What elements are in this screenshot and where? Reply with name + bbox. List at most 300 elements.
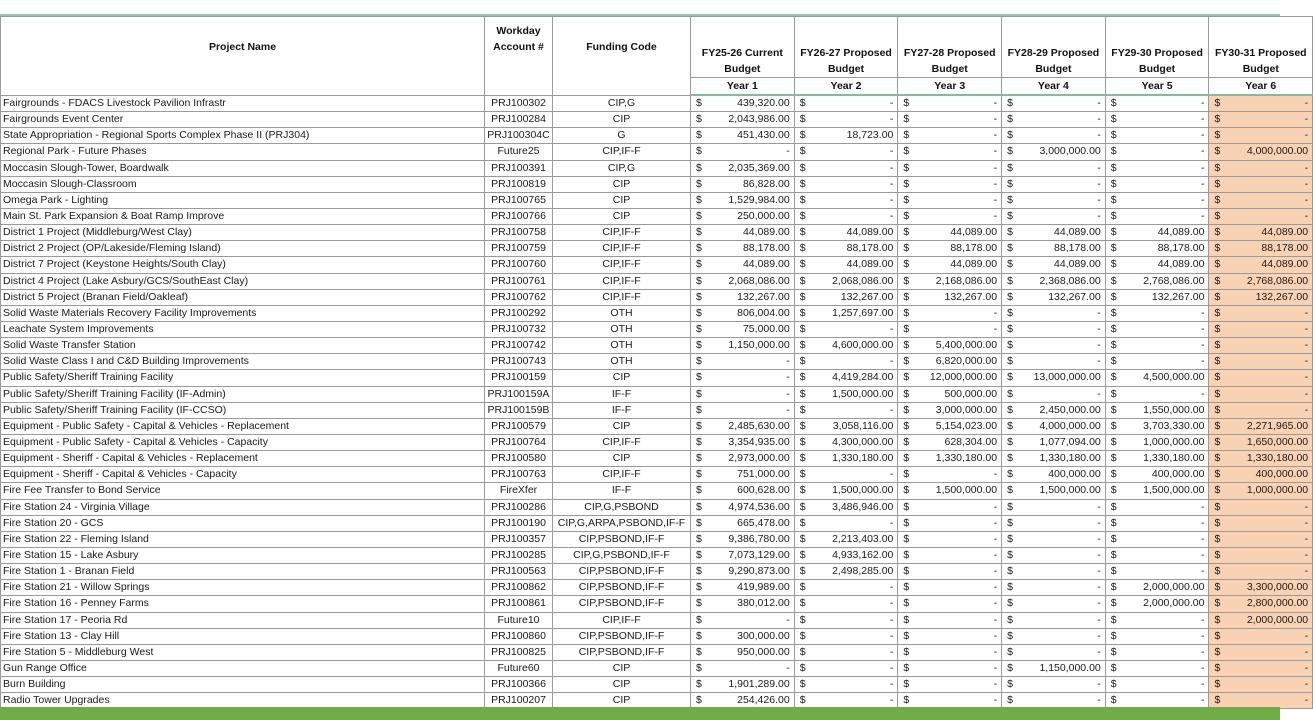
project-name-cell[interactable]: Fire Station 15 - Lake Asbury	[1, 547, 485, 563]
funding-code-cell[interactable]: CIP,PSBOND,IF-F	[553, 628, 691, 644]
budget-year-4-cell[interactable]	[1002, 273, 1106, 289]
budget-year-1-cell[interactable]	[691, 160, 795, 176]
budget-year-2-cell[interactable]	[794, 418, 898, 434]
budget-year-1-cell[interactable]	[691, 402, 795, 418]
project-name-cell[interactable]: Burn Building	[1, 677, 485, 693]
budget-year-4-cell[interactable]	[1002, 660, 1106, 676]
funding-code-cell[interactable]: CIP	[553, 370, 691, 386]
project-name-cell[interactable]: Leachate System Improvements	[1, 321, 485, 337]
funding-code-cell[interactable]: CIP	[553, 192, 691, 208]
project-name-cell[interactable]: Equipment - Sheriff - Capital & Vehicles - Capacity	[1, 467, 485, 483]
project-name-cell[interactable]: Equipment - Public Safety - Capital & Vehicles - Replacement	[1, 418, 485, 434]
budget-year-3-cell[interactable]	[898, 305, 1002, 321]
budget-year-2-cell[interactable]	[794, 160, 898, 176]
funding-code-cell[interactable]: OTH	[553, 338, 691, 354]
budget-year-3-cell[interactable]	[898, 273, 1002, 289]
funding-code-cell[interactable]: CIP	[553, 208, 691, 224]
budget-year-6-cell[interactable]	[1209, 160, 1313, 176]
budget-year-5-cell[interactable]	[1105, 305, 1209, 321]
budget-year-4-cell[interactable]	[1002, 160, 1106, 176]
budget-year-1-cell[interactable]	[691, 273, 795, 289]
budget-year-1-cell[interactable]	[691, 192, 795, 208]
project-name-cell[interactable]: Fire Station 24 - Virginia Village	[1, 499, 485, 515]
funding-code-cell[interactable]: CIP,IF-F	[553, 144, 691, 160]
budget-year-3-cell[interactable]	[898, 257, 1002, 273]
account-cell[interactable]: PRJ100758	[485, 225, 553, 241]
budget-year-4-cell[interactable]	[1002, 451, 1106, 467]
budget-year-1-cell[interactable]	[691, 338, 795, 354]
budget-year-4-cell[interactable]	[1002, 515, 1106, 531]
project-name-cell[interactable]: Fire Station 22 - Fleming Island	[1, 531, 485, 547]
budget-year-3-cell[interactable]	[898, 402, 1002, 418]
funding-code-cell[interactable]: CIP,PSBOND,IF-F	[553, 531, 691, 547]
budget-year-1-cell[interactable]	[691, 660, 795, 676]
funding-code-cell[interactable]: CIP,IF-F	[553, 273, 691, 289]
project-name-cell[interactable]: District 5 Project (Branan Field/Oakleaf)	[1, 289, 485, 305]
funding-code-cell[interactable]: CIP,PSBOND,IF-F	[553, 564, 691, 580]
budget-year-6-cell[interactable]	[1209, 451, 1313, 467]
budget-year-6-cell[interactable]	[1209, 241, 1313, 257]
budget-year-3-cell[interactable]	[898, 208, 1002, 224]
account-cell[interactable]: PRJ100207	[485, 693, 553, 709]
budget-year-2-cell[interactable]	[794, 434, 898, 450]
budget-year-1-cell[interactable]	[691, 386, 795, 402]
funding-code-cell[interactable]: CIP	[553, 176, 691, 192]
budget-year-2-cell[interactable]	[794, 677, 898, 693]
budget-year-5-cell[interactable]	[1105, 451, 1209, 467]
project-name-cell[interactable]: Fire Station 21 - Willow Springs	[1, 580, 485, 596]
budget-year-2-cell[interactable]	[794, 112, 898, 128]
budget-year-4-cell[interactable]	[1002, 112, 1106, 128]
budget-year-1-cell[interactable]	[691, 305, 795, 321]
account-cell[interactable]: Future10	[485, 612, 553, 628]
account-cell[interactable]: PRJ100743	[485, 354, 553, 370]
account-cell[interactable]: PRJ100159	[485, 370, 553, 386]
budget-year-2-cell[interactable]	[794, 628, 898, 644]
budget-year-1-cell[interactable]	[691, 434, 795, 450]
project-name-cell[interactable]: Fairgrounds Event Center	[1, 112, 485, 128]
budget-year-4-cell[interactable]	[1002, 644, 1106, 660]
budget-year-6-cell[interactable]	[1209, 354, 1313, 370]
budget-year-6-cell[interactable]	[1209, 499, 1313, 515]
budget-year-2-cell[interactable]	[794, 225, 898, 241]
budget-year-2-cell[interactable]	[794, 257, 898, 273]
budget-year-2-cell[interactable]	[794, 176, 898, 192]
project-name-cell[interactable]: Gun Range Office	[1, 660, 485, 676]
budget-year-6-cell[interactable]	[1209, 418, 1313, 434]
account-cell[interactable]: PRJ100391	[485, 160, 553, 176]
budget-year-6-cell[interactable]	[1209, 176, 1313, 192]
account-cell[interactable]: PRJ100765	[485, 192, 553, 208]
budget-year-5-cell[interactable]	[1105, 128, 1209, 144]
budget-year-5-cell[interactable]	[1105, 499, 1209, 515]
budget-year-6-cell[interactable]	[1209, 257, 1313, 273]
budget-year-6-cell[interactable]	[1209, 208, 1313, 224]
budget-year-4-cell[interactable]	[1002, 354, 1106, 370]
funding-code-cell[interactable]: CIP,G,ARPA,PSBOND,IF-F	[553, 515, 691, 531]
budget-year-5-cell[interactable]	[1105, 192, 1209, 208]
budget-year-5-cell[interactable]	[1105, 580, 1209, 596]
budget-year-3-cell[interactable]	[898, 547, 1002, 563]
budget-year-3-cell[interactable]	[898, 370, 1002, 386]
budget-year-1-cell[interactable]	[691, 418, 795, 434]
budget-year-5-cell[interactable]	[1105, 596, 1209, 612]
budget-year-2-cell[interactable]	[794, 95, 898, 112]
budget-year-6-cell[interactable]	[1209, 128, 1313, 144]
budget-year-5-cell[interactable]	[1105, 144, 1209, 160]
account-cell[interactable]: PRJ100860	[485, 628, 553, 644]
funding-code-cell[interactable]: CIP,IF-F	[553, 467, 691, 483]
account-cell[interactable]: PRJ100861	[485, 596, 553, 612]
budget-year-5-cell[interactable]	[1105, 241, 1209, 257]
budget-year-1-cell[interactable]	[691, 225, 795, 241]
account-cell[interactable]: PRJ100366	[485, 677, 553, 693]
budget-year-4-cell[interactable]	[1002, 547, 1106, 563]
budget-year-1-cell[interactable]	[691, 499, 795, 515]
budget-year-5-cell[interactable]	[1105, 208, 1209, 224]
budget-year-1-cell[interactable]	[691, 644, 795, 660]
budget-year-6-cell[interactable]	[1209, 192, 1313, 208]
funding-code-cell[interactable]: IF-F	[553, 386, 691, 402]
budget-year-1-cell[interactable]	[691, 370, 795, 386]
project-name-cell[interactable]: Fairgrounds - FDACS Livestock Pavilion Infrastr	[1, 95, 485, 112]
budget-year-1-cell[interactable]	[691, 628, 795, 644]
budget-year-3-cell[interactable]	[898, 515, 1002, 531]
budget-year-4-cell[interactable]	[1002, 338, 1106, 354]
budget-year-4-cell[interactable]	[1002, 192, 1106, 208]
budget-year-5-cell[interactable]	[1105, 289, 1209, 305]
budget-year-5-cell[interactable]	[1105, 321, 1209, 337]
budget-year-4-cell[interactable]	[1002, 305, 1106, 321]
budget-year-6-cell[interactable]	[1209, 144, 1313, 160]
budget-year-6-cell[interactable]	[1209, 305, 1313, 321]
funding-code-cell[interactable]: OTH	[553, 305, 691, 321]
account-cell[interactable]: PRJ100819	[485, 176, 553, 192]
budget-year-5-cell[interactable]	[1105, 386, 1209, 402]
budget-year-1-cell[interactable]	[691, 321, 795, 337]
budget-year-4-cell[interactable]	[1002, 386, 1106, 402]
budget-year-5-cell[interactable]	[1105, 273, 1209, 289]
project-name-cell[interactable]: Fire Station 13 - Clay Hill	[1, 628, 485, 644]
budget-year-4-cell[interactable]	[1002, 467, 1106, 483]
budget-year-1-cell[interactable]	[691, 451, 795, 467]
account-cell[interactable]: PRJ100292	[485, 305, 553, 321]
account-cell[interactable]: PRJ100742	[485, 338, 553, 354]
budget-year-3-cell[interactable]	[898, 289, 1002, 305]
budget-year-6-cell[interactable]	[1209, 564, 1313, 580]
project-name-cell[interactable]: Regional Park - Future Phases	[1, 144, 485, 160]
budget-year-3-cell[interactable]	[898, 160, 1002, 176]
budget-year-2-cell[interactable]	[794, 144, 898, 160]
budget-year-3-cell[interactable]	[898, 612, 1002, 628]
budget-year-2-cell[interactable]	[794, 370, 898, 386]
project-name-cell[interactable]: Equipment - Public Safety - Capital & Vehicles - Capacity	[1, 434, 485, 450]
budget-year-3-cell[interactable]	[898, 418, 1002, 434]
funding-code-cell[interactable]: CIP,IF-F	[553, 225, 691, 241]
funding-code-cell[interactable]: CIP,IF-F	[553, 289, 691, 305]
account-cell[interactable]: PRJ100285	[485, 547, 553, 563]
budget-year-5-cell[interactable]	[1105, 531, 1209, 547]
funding-code-cell[interactable]: CIP,G	[553, 160, 691, 176]
budget-year-2-cell[interactable]	[794, 402, 898, 418]
account-cell[interactable]: Future60	[485, 660, 553, 676]
budget-year-1-cell[interactable]	[691, 531, 795, 547]
funding-code-cell[interactable]: CIP,PSBOND,IF-F	[553, 580, 691, 596]
project-name-cell[interactable]: Fire Station 5 - Middleburg West	[1, 644, 485, 660]
budget-year-3-cell[interactable]	[898, 564, 1002, 580]
account-cell[interactable]: Future25	[485, 144, 553, 160]
funding-code-cell[interactable]: CIP,IF-F	[553, 241, 691, 257]
funding-code-cell[interactable]: CIP,IF-F	[553, 257, 691, 273]
budget-year-6-cell[interactable]	[1209, 386, 1313, 402]
budget-year-6-cell[interactable]	[1209, 515, 1313, 531]
budget-year-5-cell[interactable]	[1105, 660, 1209, 676]
budget-year-5-cell[interactable]	[1105, 547, 1209, 563]
account-cell[interactable]: PRJ100862	[485, 580, 553, 596]
funding-code-cell[interactable]: CIP	[553, 693, 691, 709]
budget-year-4-cell[interactable]	[1002, 225, 1106, 241]
budget-year-1-cell[interactable]	[691, 564, 795, 580]
budget-year-2-cell[interactable]	[794, 354, 898, 370]
project-name-cell[interactable]: Fire Fee Transfer to Bond Service	[1, 483, 485, 499]
project-name-cell[interactable]: Equipment - Sheriff - Capital & Vehicles - Replacement	[1, 451, 485, 467]
project-name-cell[interactable]: District 7 Project (Keystone Heights/South Clay)	[1, 257, 485, 273]
funding-code-cell[interactable]: CIP,G,PSBOND	[553, 499, 691, 515]
budget-year-4-cell[interactable]	[1002, 580, 1106, 596]
budget-year-6-cell[interactable]	[1209, 321, 1313, 337]
funding-code-cell[interactable]: CIP,IF-F	[553, 612, 691, 628]
budget-year-4-cell[interactable]	[1002, 531, 1106, 547]
budget-year-1-cell[interactable]	[691, 112, 795, 128]
budget-year-1-cell[interactable]	[691, 677, 795, 693]
budget-year-6-cell[interactable]	[1209, 660, 1313, 676]
account-cell[interactable]: PRJ100766	[485, 208, 553, 224]
project-name-cell[interactable]: Solid Waste Transfer Station	[1, 338, 485, 354]
budget-year-6-cell[interactable]	[1209, 289, 1313, 305]
budget-year-3-cell[interactable]	[898, 192, 1002, 208]
budget-year-3-cell[interactable]	[898, 660, 1002, 676]
account-cell[interactable]: PRJ100825	[485, 644, 553, 660]
budget-year-3-cell[interactable]	[898, 112, 1002, 128]
budget-year-2-cell[interactable]	[794, 305, 898, 321]
project-name-cell[interactable]: Solid Waste Class I and C&D Building Improvements	[1, 354, 485, 370]
budget-year-4-cell[interactable]	[1002, 483, 1106, 499]
budget-year-4-cell[interactable]	[1002, 241, 1106, 257]
budget-year-4-cell[interactable]	[1002, 257, 1106, 273]
budget-year-2-cell[interactable]	[794, 531, 898, 547]
account-cell[interactable]: PRJ100761	[485, 273, 553, 289]
budget-year-4-cell[interactable]	[1002, 95, 1106, 112]
budget-year-4-cell[interactable]	[1002, 677, 1106, 693]
budget-year-5-cell[interactable]	[1105, 612, 1209, 628]
budget-year-4-cell[interactable]	[1002, 176, 1106, 192]
budget-year-1-cell[interactable]	[691, 596, 795, 612]
budget-year-6-cell[interactable]	[1209, 434, 1313, 450]
budget-year-1-cell[interactable]	[691, 241, 795, 257]
budget-year-4-cell[interactable]	[1002, 128, 1106, 144]
funding-code-cell[interactable]: CIP,G	[553, 95, 691, 112]
budget-year-2-cell[interactable]	[794, 644, 898, 660]
funding-code-cell[interactable]: CIP	[553, 677, 691, 693]
budget-year-1-cell[interactable]	[691, 547, 795, 563]
account-cell[interactable]: PRJ100580	[485, 451, 553, 467]
budget-year-3-cell[interactable]	[898, 580, 1002, 596]
budget-year-2-cell[interactable]	[794, 580, 898, 596]
project-name-cell[interactable]: Public Safety/Sheriff Training Facility	[1, 370, 485, 386]
budget-year-5-cell[interactable]	[1105, 338, 1209, 354]
budget-year-2-cell[interactable]	[794, 547, 898, 563]
budget-year-2-cell[interactable]	[794, 241, 898, 257]
budget-year-1-cell[interactable]	[691, 128, 795, 144]
project-name-cell[interactable]: Fire Station 20 - GCS	[1, 515, 485, 531]
budget-year-5-cell[interactable]	[1105, 225, 1209, 241]
funding-code-cell[interactable]: OTH	[553, 354, 691, 370]
budget-year-1-cell[interactable]	[691, 289, 795, 305]
budget-year-1-cell[interactable]	[691, 144, 795, 160]
funding-code-cell[interactable]: CIP,PSBOND,IF-F	[553, 644, 691, 660]
budget-year-1-cell[interactable]	[691, 580, 795, 596]
budget-year-3-cell[interactable]	[898, 354, 1002, 370]
funding-code-cell[interactable]: CIP	[553, 112, 691, 128]
budget-year-5-cell[interactable]	[1105, 628, 1209, 644]
account-cell[interactable]: PRJ100763	[485, 467, 553, 483]
project-name-cell[interactable]: Public Safety/Sheriff Training Facility (IF-Admin)	[1, 386, 485, 402]
budget-year-5-cell[interactable]	[1105, 644, 1209, 660]
budget-year-3-cell[interactable]	[898, 386, 1002, 402]
budget-year-1-cell[interactable]	[691, 612, 795, 628]
budget-year-4-cell[interactable]	[1002, 564, 1106, 580]
budget-year-5-cell[interactable]	[1105, 160, 1209, 176]
budget-year-6-cell[interactable]	[1209, 596, 1313, 612]
budget-year-5-cell[interactable]	[1105, 564, 1209, 580]
budget-year-6-cell[interactable]	[1209, 531, 1313, 547]
budget-year-3-cell[interactable]	[898, 467, 1002, 483]
account-cell[interactable]: PRJ100764	[485, 434, 553, 450]
budget-year-4-cell[interactable]	[1002, 499, 1106, 515]
project-name-cell[interactable]: Fire Station 1 - Branan Field	[1, 564, 485, 580]
budget-year-5-cell[interactable]	[1105, 515, 1209, 531]
account-cell[interactable]: PRJ100284	[485, 112, 553, 128]
budget-year-2-cell[interactable]	[794, 321, 898, 337]
budget-year-3-cell[interactable]	[898, 225, 1002, 241]
budget-year-6-cell[interactable]	[1209, 370, 1313, 386]
budget-year-4-cell[interactable]	[1002, 418, 1106, 434]
budget-year-6-cell[interactable]	[1209, 273, 1313, 289]
budget-year-3-cell[interactable]	[898, 483, 1002, 499]
budget-year-1-cell[interactable]	[691, 176, 795, 192]
account-cell[interactable]: PRJ100357	[485, 531, 553, 547]
budget-year-2-cell[interactable]	[794, 273, 898, 289]
budget-year-1-cell[interactable]	[691, 515, 795, 531]
budget-year-4-cell[interactable]	[1002, 434, 1106, 450]
account-cell[interactable]: FireXfer	[485, 483, 553, 499]
budget-year-2-cell[interactable]	[794, 338, 898, 354]
funding-code-cell[interactable]: G	[553, 128, 691, 144]
budget-year-2-cell[interactable]	[794, 289, 898, 305]
budget-year-2-cell[interactable]	[794, 612, 898, 628]
account-cell[interactable]: PRJ100579	[485, 418, 553, 434]
project-name-cell[interactable]: Radio Tower Upgrades	[1, 693, 485, 709]
budget-year-2-cell[interactable]	[794, 451, 898, 467]
project-name-cell[interactable]: District 2 Project (OP/Lakeside/Fleming Island)	[1, 241, 485, 257]
budget-year-2-cell[interactable]	[794, 192, 898, 208]
budget-year-1-cell[interactable]	[691, 483, 795, 499]
budget-year-6-cell[interactable]	[1209, 225, 1313, 241]
funding-code-cell[interactable]: CIP	[553, 660, 691, 676]
budget-year-6-cell[interactable]	[1209, 402, 1313, 418]
budget-year-5-cell[interactable]	[1105, 354, 1209, 370]
funding-code-cell[interactable]: CIP,PSBOND,IF-F	[553, 596, 691, 612]
budget-year-4-cell[interactable]	[1002, 289, 1106, 305]
project-name-cell[interactable]: District 1 Project (Middleburg/West Clay)	[1, 225, 485, 241]
budget-year-6-cell[interactable]	[1209, 547, 1313, 563]
budget-year-2-cell[interactable]	[794, 208, 898, 224]
account-cell[interactable]: PRJ100159B	[485, 402, 553, 418]
budget-year-4-cell[interactable]	[1002, 402, 1106, 418]
budget-year-2-cell[interactable]	[794, 596, 898, 612]
budget-year-3-cell[interactable]	[898, 451, 1002, 467]
project-name-cell[interactable]: Moccasin Slough-Tower, Boardwalk	[1, 160, 485, 176]
budget-year-3-cell[interactable]	[898, 434, 1002, 450]
budget-year-5-cell[interactable]	[1105, 483, 1209, 499]
account-cell[interactable]: PRJ100760	[485, 257, 553, 273]
budget-year-2-cell[interactable]	[794, 386, 898, 402]
project-name-cell[interactable]: Fire Station 17 - Peoria Rd	[1, 612, 485, 628]
budget-year-5-cell[interactable]	[1105, 112, 1209, 128]
budget-year-5-cell[interactable]	[1105, 176, 1209, 192]
account-cell[interactable]: PRJ100159A	[485, 386, 553, 402]
account-cell[interactable]: PRJ100286	[485, 499, 553, 515]
budget-year-3-cell[interactable]	[898, 95, 1002, 112]
budget-year-2-cell[interactable]	[794, 564, 898, 580]
account-cell[interactable]: PRJ100304C	[485, 128, 553, 144]
project-name-cell[interactable]: Public Safety/Sheriff Training Facility (IF-CCSO)	[1, 402, 485, 418]
budget-year-3-cell[interactable]	[898, 338, 1002, 354]
project-name-cell[interactable]: Moccasin Slough-Classroom	[1, 176, 485, 192]
budget-year-5-cell[interactable]	[1105, 677, 1209, 693]
funding-code-cell[interactable]: CIP	[553, 418, 691, 434]
budget-year-6-cell[interactable]	[1209, 644, 1313, 660]
budget-year-5-cell[interactable]	[1105, 257, 1209, 273]
budget-year-6-cell[interactable]	[1209, 95, 1313, 112]
funding-code-cell[interactable]: IF-F	[553, 483, 691, 499]
funding-code-cell[interactable]: OTH	[553, 321, 691, 337]
account-cell[interactable]: PRJ100302	[485, 95, 553, 112]
project-name-cell[interactable]: State Appropriation - Regional Sports Complex Phase II (PRJ304)	[1, 128, 485, 144]
budget-year-4-cell[interactable]	[1002, 370, 1106, 386]
budget-year-3-cell[interactable]	[898, 241, 1002, 257]
budget-year-6-cell[interactable]	[1209, 467, 1313, 483]
funding-code-cell[interactable]: CIP,IF-F	[553, 434, 691, 450]
budget-year-3-cell[interactable]	[898, 531, 1002, 547]
budget-year-6-cell[interactable]	[1209, 483, 1313, 499]
budget-year-5-cell[interactable]	[1105, 418, 1209, 434]
funding-code-cell[interactable]: CIP,G,PSBOND,IF-F	[553, 547, 691, 563]
budget-year-1-cell[interactable]	[691, 95, 795, 112]
account-cell[interactable]: PRJ100732	[485, 321, 553, 337]
project-name-cell[interactable]: District 4 Project (Lake Asbury/GCS/SouthEast Clay)	[1, 273, 485, 289]
budget-year-2-cell[interactable]	[794, 515, 898, 531]
project-name-cell[interactable]: Main St. Park Expansion & Boat Ramp Improve	[1, 208, 485, 224]
budget-year-1-cell[interactable]	[691, 467, 795, 483]
budget-year-3-cell[interactable]	[898, 596, 1002, 612]
budget-year-6-cell[interactable]	[1209, 677, 1313, 693]
budget-year-1-cell[interactable]	[691, 208, 795, 224]
budget-year-5-cell[interactable]	[1105, 402, 1209, 418]
budget-year-4-cell[interactable]	[1002, 144, 1106, 160]
funding-code-cell[interactable]: IF-F	[553, 402, 691, 418]
budget-year-3-cell[interactable]	[898, 144, 1002, 160]
